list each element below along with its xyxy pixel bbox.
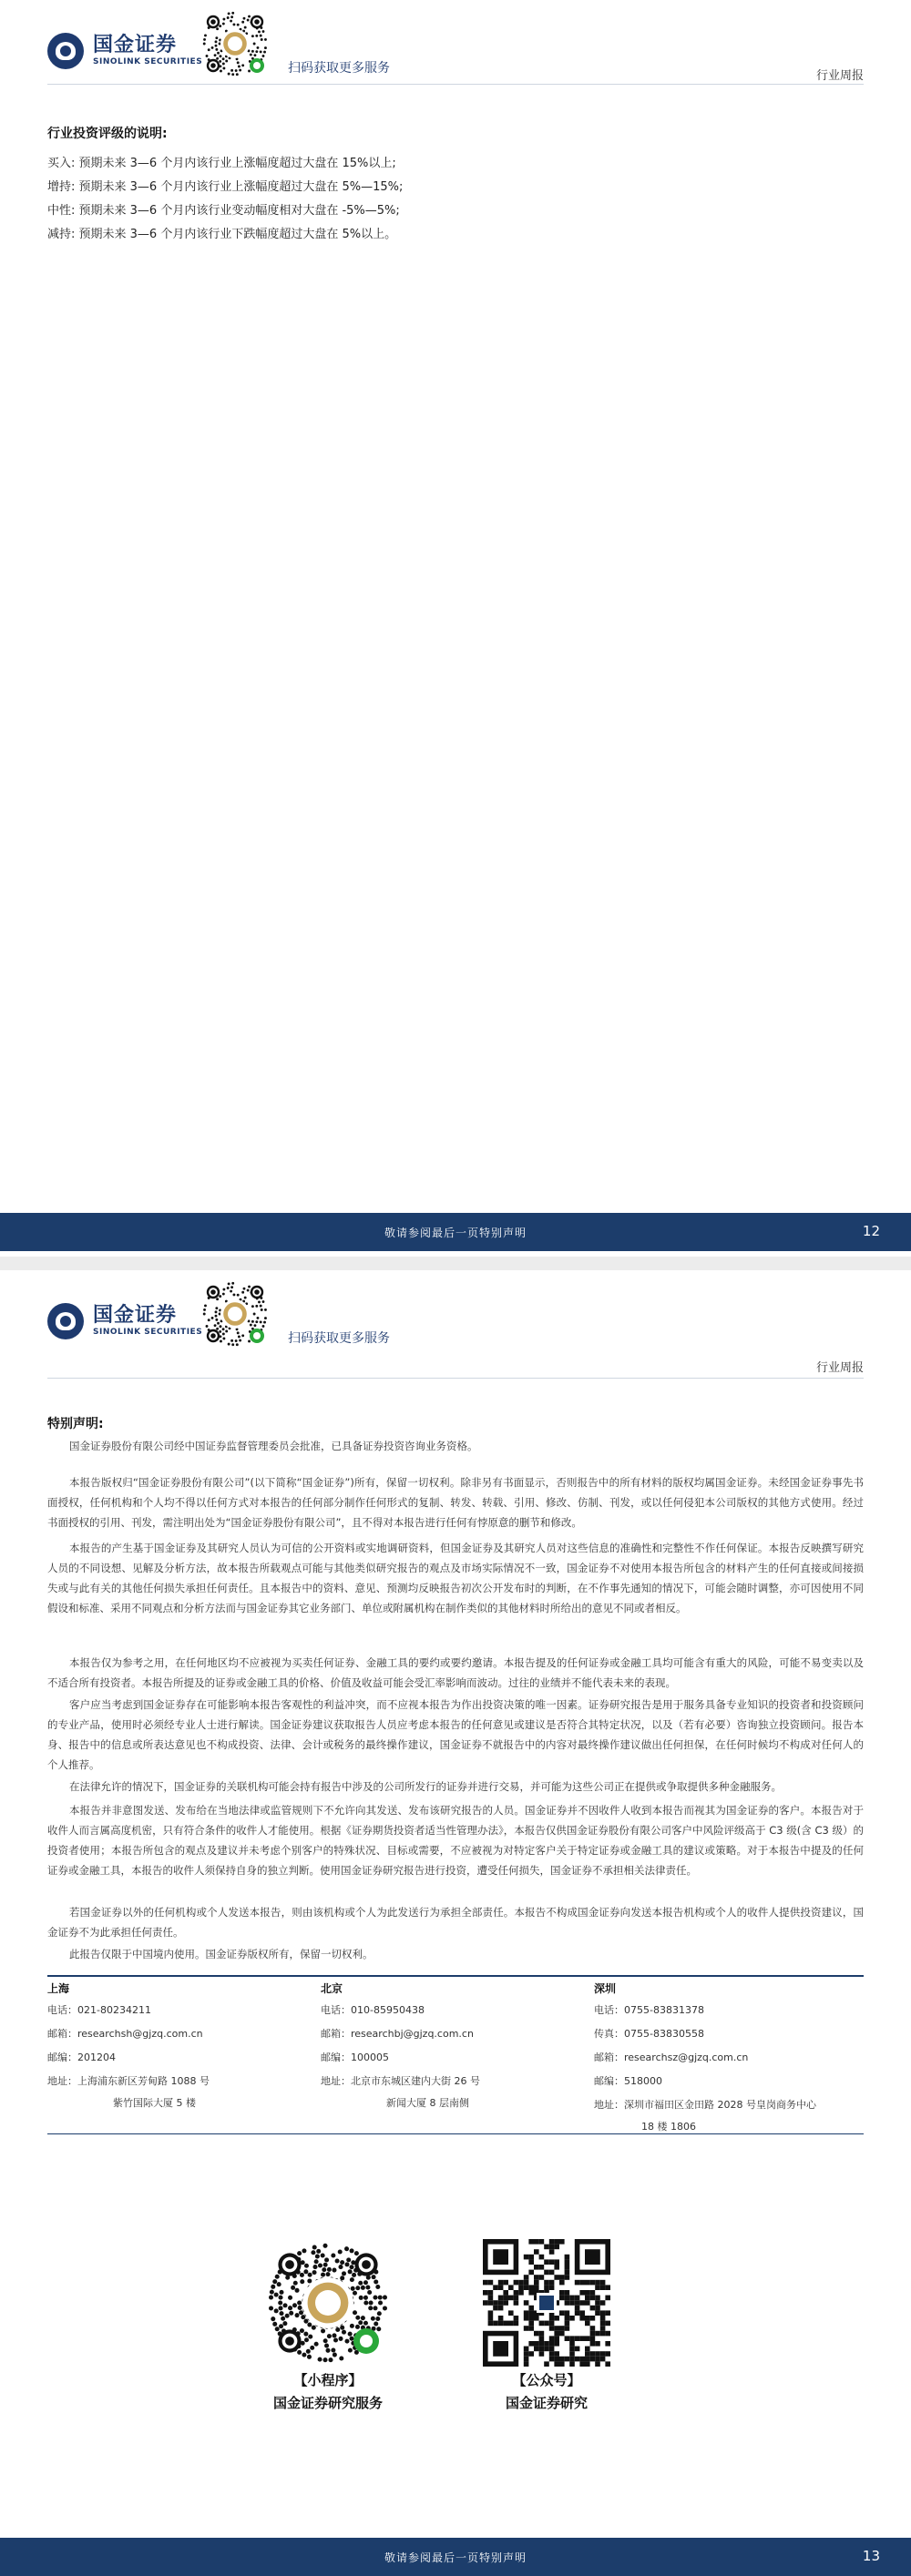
statement-paragraph-affiliates: 在法律允许的情况下，国金证券的关联机构可能会持有报告中涉及的公司所发行的证券并进行交易，并可能为这些公司正在提供或争取提供多种金融服务。 (69, 1780, 782, 1793)
rating-buy: 买入: 预期未来 3—6 个月内该行业上涨幅度超过大盘在 15%以上; (47, 157, 396, 170)
statement-paragraph-third-party: 若国金证券以外的任何机构或个人发送本报告，则由该机构或个人为此发送行为承担全部责任。本报告不构成国金证券向发送本报告机构或个人的收件人提供投资建议，国金证券不为此承担任何责任。 (47, 1906, 864, 1939)
statement-paragraph-sources: 本报告的产生基于国金证券及其研究人员认为可信的公开资料或实地调研资料，但国金证券及其研究人员对这些信息的准确性和完整性不作任何保证。本报告反映撰写研究人员的不同设想、见解及分析方法，故本报告所载观点可能与其他类似研究报告的观点及市场实际情况不一致，国金证券不对使用本报告所包含的材料产生的任何直接或间接损失或与此有关的其他任何损失承担任何责任。且本报告中的资料、意见、预测均反映报告初次公开发布时的判断，在不作事先通知的情况下，可能会随时调整，亦可因使用不同假设和标准、采用不同观点和分析方法而与国金证券其它业务部门、单位或附属机构在制作类似的其他材料时所给出的意见不同或者相反。 (47, 1542, 864, 1614)
statement-paragraph-license: 国金证券股份有限公司经中国证券监督管理委员会批准，已具备证券投资咨询业务资格。 (69, 1440, 478, 1452)
rating-underweight: 减持: 预期未来 3—6 个月内该行业下跌幅度超过大盘在 5%以上。 (47, 228, 397, 241)
page-12 (0, 0, 911, 1257)
logo-emblem-icon (47, 1303, 84, 1339)
page-number: 12 (862, 1223, 880, 1239)
office-email[interactable]: 邮箱：researchsh@gjzq.com.cn (47, 2028, 203, 2040)
office-city: 上海 (47, 1982, 70, 1995)
header-divider (47, 1378, 864, 1379)
office-phone: 电话：021-80234211 (47, 2004, 151, 2016)
rating-neutral: 中性: 预期未来 3—6 个月内该行业变动幅度相对大盘在 -5%—5%; (47, 204, 400, 218)
qr-caption-name: 国金证券研究 (505, 2395, 588, 2411)
address-bottom-rule (47, 2133, 864, 2134)
mini-program-qr-code-icon[interactable] (264, 2239, 392, 2367)
statement-paragraph-copyright: 本报告版权归“国金证券股份有限公司”(以下简称“国金证券”)所有，保留一切权利。除非另有书面显示，否则报告中的所有材料的版权均属国金证券。未经国金证券事先书面授权，任何机构和个人均不得以任何方式对本报告的任何部分制作任何形式的复制、转发、转载、引用、修改、仿制、刊发，或以任何侵犯本公司版权的其他方式使用。经过书面授权的引用、刊发，需注明出处为“国金证券股份有限公司”，且不得对本报告进行任何有悖原意的删节和修改。 (47, 1476, 864, 1529)
office-city: 深圳 (594, 1982, 617, 1995)
logo-english-name: SINOLINK SECURITIES (93, 1328, 203, 1337)
logo-english-name: SINOLINK SECURITIES (93, 57, 203, 66)
statement-paragraph-conflict: 客户应当考虑到国金证券存在可能影响本报告客观性的利益冲突，而不应视本报告为作出投资决策的唯一因素。证券研究报告是用于服务具备专业知识的投资者和投资顾问的专业产品，使用时必须经专业人士进行解读。国金证券建议获取报告人员应考虑本报告的任何意见或建议是否符合其特定状况，以及（若有必要）咨询独立投资顾问。报告本身、报告中的信息或所表达意见也不构成投资、法律、会计或税务的最终操作建议，国金证券不就报告中的内容对最终操作建议做出任何担保，在任何时候均不构成对任何人的个人推荐。 (47, 1698, 864, 1771)
footer-disclaimer-note: 敬请参阅最后一页特别声明 (384, 1227, 527, 1239)
document-type-label: 行业周报 (815, 69, 864, 83)
rating-explanation-title: 行业投资评级的说明: (47, 127, 168, 141)
mini-program-qr (264, 2239, 392, 2412)
page-header (0, 0, 911, 84)
statement-paragraph-reference: 本报告仅为参考之用，在任何地区均不应被视为买卖任何证券、金融工具的要约或要约邀请。本报告提及的任何证券或金融工具均可能含有重大的风险，可能不易变卖以及不适合所有投资者。本报告所提及的证券或金融工具的价格、价值及收益可能会受汇率影响而波动。过往的业绩并不能代表未来的表现。 (47, 1656, 864, 1689)
logo-chinese-name: 国金证券 (93, 34, 178, 56)
office-postcode: 邮编：201204 (47, 2052, 116, 2063)
office-postcode: 邮编：518000 (594, 2075, 662, 2087)
special-statement-title: 特别声明: (47, 1417, 104, 1431)
page-number: 13 (862, 2548, 880, 2564)
qr-caption-type: 【公众号】 (512, 2372, 581, 2388)
scan-for-service-text: 扫码获取更多服务 (288, 1331, 390, 1346)
page-footer (0, 1213, 911, 1251)
office-shenzhen (594, 1980, 864, 2137)
page-header (0, 1270, 911, 1375)
office-city: 北京 (321, 1982, 343, 1995)
office-address-extra: 新闻大厦 8 层南侧 (386, 2097, 469, 2109)
page-separator (0, 1257, 911, 1270)
rating-overweight: 增持: 预期未来 3—6 个月内该行业上涨幅度超过大盘在 5%—15%; (47, 180, 404, 194)
office-email[interactable]: 邮箱：researchsz@gjzq.com.cn (594, 2052, 749, 2063)
header-divider (47, 84, 864, 85)
office-address: 地址：上海浦东新区芳甸路 1088 号 (47, 2075, 210, 2087)
scan-for-service-text: 扫码获取更多服务 (288, 61, 390, 76)
office-fax: 传真：0755-83830558 (594, 2028, 704, 2040)
office-address-extra: 紫竹国际大厦 5 楼 (113, 2097, 196, 2109)
office-postcode: 邮编：100005 (321, 2052, 389, 2063)
office-address: 地址：北京市东城区建内大街 26 号 (321, 2075, 480, 2087)
page-13 (0, 1270, 911, 2576)
official-account-qr-code-icon[interactable] (483, 2239, 610, 2367)
company-logo (47, 1303, 202, 1339)
office-phone: 电话：0755-83831378 (594, 2004, 704, 2016)
statement-paragraph-distribution: 本报告并非意图发送、发布给在当地法律或监管规则下不允许向其发送、发布该研究报告的人员。国金证券并不因收件人收到本报告而视其为国金证券的客户。本报告对于收件人而言属高度机密，只有符合条件的收件人才能使用。根据《证券期货投资者适当性管理办法》，本报告仅供国金证券股份有限公司客户中风险评级高于 C3 级(含 C3 级）的投资者使用；本报告所包含的观点及建议并未考虑个别客户的特殊状况、目标或需要，不应被视为对特定客户关于特定证券或金融工具的建议或策略。对于本报告中提及的任何证券或金融工具，本报告的收件人须保持自身的独立判断。使用国金证券研究报告进行投资，遭受任何损失，国金证券不承担相关法律责任。 (47, 1804, 864, 1877)
qr-caption-type: 【小程序】 (293, 2372, 363, 2388)
service-qr-code-icon[interactable] (199, 1278, 271, 1350)
service-qr-code-icon[interactable] (199, 7, 271, 80)
footer-disclaimer-note: 敬请参阅最后一页特别声明 (384, 2551, 527, 2564)
office-address-extra: 18 楼 1806 (641, 2121, 696, 2133)
logo-chinese-name: 国金证券 (93, 1304, 178, 1327)
official-account-qr (483, 2239, 610, 2412)
office-shanghai (47, 1980, 312, 2113)
company-logo (47, 33, 202, 69)
address-top-rule (47, 1975, 864, 1977)
office-beijing (321, 1980, 585, 2113)
office-address: 地址：深圳市福田区金田路 2028 号皇岗商务中心 (594, 2099, 816, 2111)
statement-paragraph-china-only: 此报告仅限于中国境内使用。国金证券版权所有，保留一切权利。 (69, 1948, 374, 1960)
document-type-label: 行业周报 (815, 1361, 864, 1375)
qr-caption-name: 国金证券研究服务 (272, 2395, 383, 2411)
office-phone: 电话：010-85950438 (321, 2004, 425, 2016)
page-footer (0, 2538, 911, 2576)
office-email[interactable]: 邮箱：researchbj@gjzq.com.cn (321, 2028, 474, 2040)
logo-emblem-icon (47, 33, 84, 69)
